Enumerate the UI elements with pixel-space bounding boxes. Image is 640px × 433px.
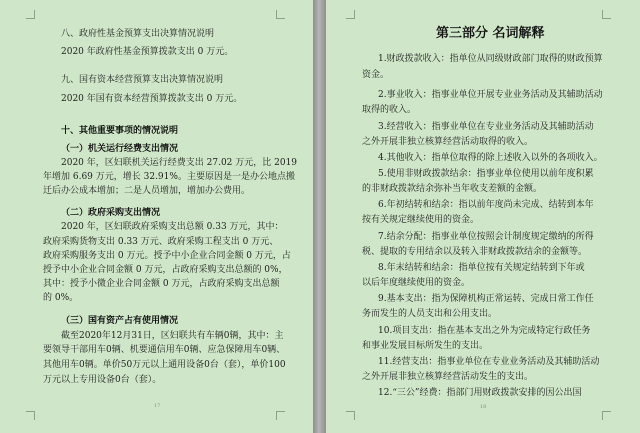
paragraph-line: 和事业发展目标所发生的支出。 — [362, 341, 489, 351]
subsection-heading: （二）政府采购支出情况 — [61, 208, 161, 218]
paragraph-line: 之外开展非独立核算经营活动发生的支出。 — [362, 372, 534, 382]
paragraph-line: 2.事业收入：指事业单位开展专业业务活动及其辅助活动 — [378, 90, 603, 100]
paragraph-line: 其中：授予小微企业合同金额 0 万元，占政府采购支出总额 — [43, 279, 280, 289]
section-heading: 八、政府性基金预算支出决算情况说明 — [61, 29, 215, 39]
page-number: 17 — [154, 403, 161, 409]
page-gutter — [313, 0, 326, 433]
paragraph-line: 年增加 6.69 万元，增长 32.91%。主要原因是一是办公地点搬 — [43, 172, 295, 182]
paragraph-line: 的 0%。 — [43, 293, 79, 303]
page-left-body — [0, 0, 313, 433]
subsection-heading: （三）国有资产占有使用情况 — [61, 316, 179, 326]
paragraph-line: 2020 年国有资本经营预算拨款支出 0 万元。 — [61, 94, 243, 104]
paragraph-line: 4.其他收入：指单位取得的除上述收入以外的各项收入。 — [378, 153, 603, 163]
section-heading: 十、其他重要事项的情况说明 — [61, 126, 179, 136]
paragraph-line: 政府采购服务支出 0 万元。授予中小企业合同金额 0 万元，占 — [43, 251, 291, 261]
paragraph-line: 授予中小企业合同金额 0 万元，占政府采购支出总额的 0%， — [43, 265, 288, 275]
paragraph-line: 要领导干部用车0辆、机要通信用车0辆、应急保障用车0辆、 — [43, 345, 286, 355]
paragraph-line: 3.经营收入：指事业单位在专业业务活动及其辅助活动 — [378, 122, 594, 132]
paragraph-line: 务而发生的人员支出和公用支出。 — [362, 309, 498, 319]
paragraph-line: 按有关规定继续使用的资金。 — [362, 215, 480, 225]
paragraph-line: 政府采购货物支出 0.33 万元、政府采购工程支出 0 万元、 — [43, 237, 279, 247]
paragraph-line: 截至2020年12月31日，区妇联共有车辆0辆，其中：主 — [61, 331, 284, 341]
paragraph-line: 取得的收入。 — [362, 105, 417, 115]
paragraph-line: 资金。 — [362, 70, 390, 80]
page-title: 第三部分 名词解释 — [436, 26, 545, 41]
paragraph-line: 2020 年，区妇联政府采购支出总额 0.33 万元，其中： — [61, 222, 284, 232]
paragraph-line: 6.年初结转和结余：指以前年度尚未完成、结转到本年 — [378, 200, 594, 210]
paragraph-line: 其他用车0辆。单价50万元以上通用设备0台（套），单价100 — [43, 360, 286, 370]
paragraph-line: 之外开展非独立核算经营活动取得的收入。 — [362, 137, 534, 147]
page-right-body — [326, 0, 640, 433]
paragraph-line: 10.项目支出：指在基本支出之外为完成特定行政任务 — [378, 326, 591, 336]
paragraph-line: 万元以上专用设备0台（套）。 — [43, 375, 162, 385]
paragraph-line: 1.财政拨款收入：指单位从同级财政部门取得的财政预算 — [378, 54, 603, 64]
paragraph-line: 11.经营支出：指事业单位在专业业务活动及其辅助活动 — [378, 357, 600, 367]
paragraph-line: 2020 年，区妇联机关运行经费支出 27.02 万元，比 2019 — [61, 158, 298, 168]
paragraph-line: 9.基本支出：指为保障机构正常运转、完成日常工作任 — [378, 294, 594, 304]
paragraph-line: 8.年末结转和结余：指单位按有关规定结转到下年或 — [378, 263, 585, 273]
section-heading: 九、国有资本经营预算支出决算情况说明 — [61, 75, 224, 85]
paragraph-line: 以后年度继续使用的资金。 — [362, 278, 471, 288]
document-page-right — [326, 0, 640, 433]
document-page-left — [0, 0, 313, 433]
subsection-heading: （一）机关运行经费支出情况 — [61, 144, 179, 154]
paragraph-line: 5.使用非财政拨款结余：指事业单位使用以前年度积累 — [378, 169, 594, 179]
paragraph-line: 7.结余分配：指事业单位按照会计制度规定缴纳的所得 — [378, 232, 594, 242]
paragraph-line: 2020 年政府性基金预算拨款支出 0 万元。 — [61, 47, 234, 57]
paragraph-line: 的非财政拨款结余弥补当年收支差额的金额。 — [362, 184, 543, 194]
page-number: 18 — [480, 404, 487, 410]
paragraph-line: 迁后办公成本增加；二是人员增加，增加办公费用。 — [43, 186, 251, 196]
paragraph-line: 税、提取的专用结余以及转入非财政拨款结余的金额等。 — [362, 247, 588, 257]
paragraph-line: 12.“三公”经费：指部门用财政拨款安排的因公出国 — [378, 388, 582, 398]
